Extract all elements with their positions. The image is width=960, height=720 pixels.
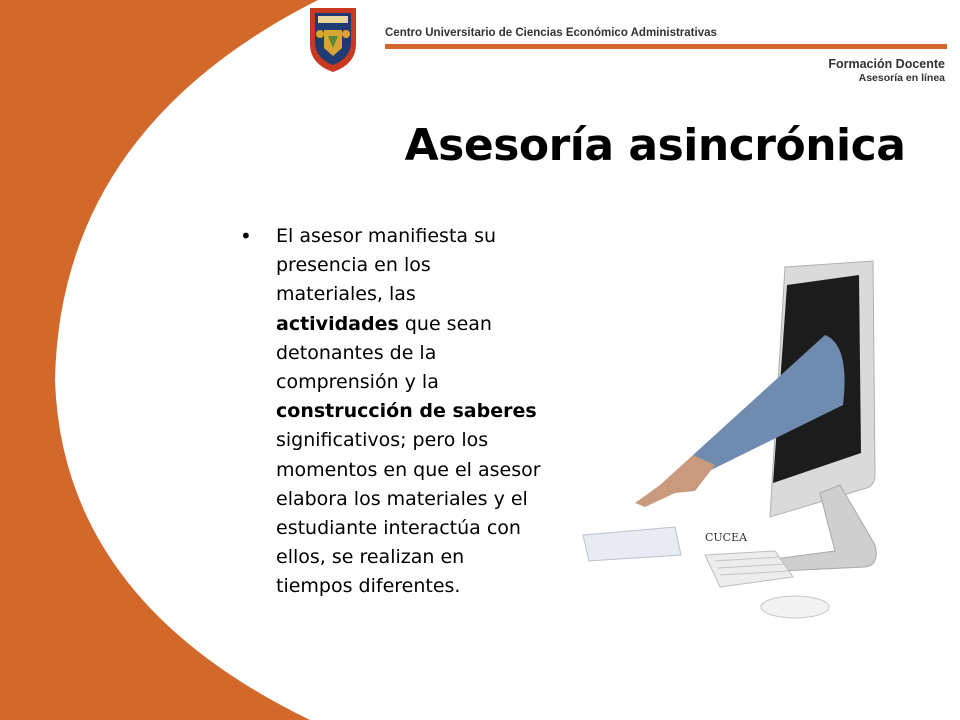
bullet-bold-1: actividades bbox=[276, 312, 399, 335]
bullet-item bbox=[276, 222, 541, 602]
computer-hand-illustration bbox=[575, 255, 895, 625]
cucea-label: CUCEA bbox=[705, 531, 748, 544]
department-subtitle: Asesoría en línea bbox=[858, 72, 945, 84]
slide-title: Asesoría asincrónica bbox=[404, 120, 906, 171]
bullet-text-2: que sean detonantes de la comprensión y la bbox=[276, 312, 492, 394]
header-divider bbox=[385, 44, 947, 49]
department-name: Formación Docente bbox=[828, 57, 945, 71]
bullet-bold-2: construcción de saberes bbox=[276, 400, 537, 423]
bullet-icon: • bbox=[240, 224, 252, 248]
bullet-text-3: significativos; pero los momentos en que el asesor elabora los materiales y el estudiante interactúa con ellos, se realizan en tiempos diferentes. bbox=[276, 429, 541, 598]
university-crest-logo bbox=[306, 4, 360, 74]
program-label bbox=[828, 57, 945, 85]
bullet-text-1: El asesor manifiesta su presencia en los materiales, las bbox=[276, 225, 497, 306]
institution-name: Centro Universitario de Ciencias Económico Administrativas bbox=[385, 27, 717, 39]
